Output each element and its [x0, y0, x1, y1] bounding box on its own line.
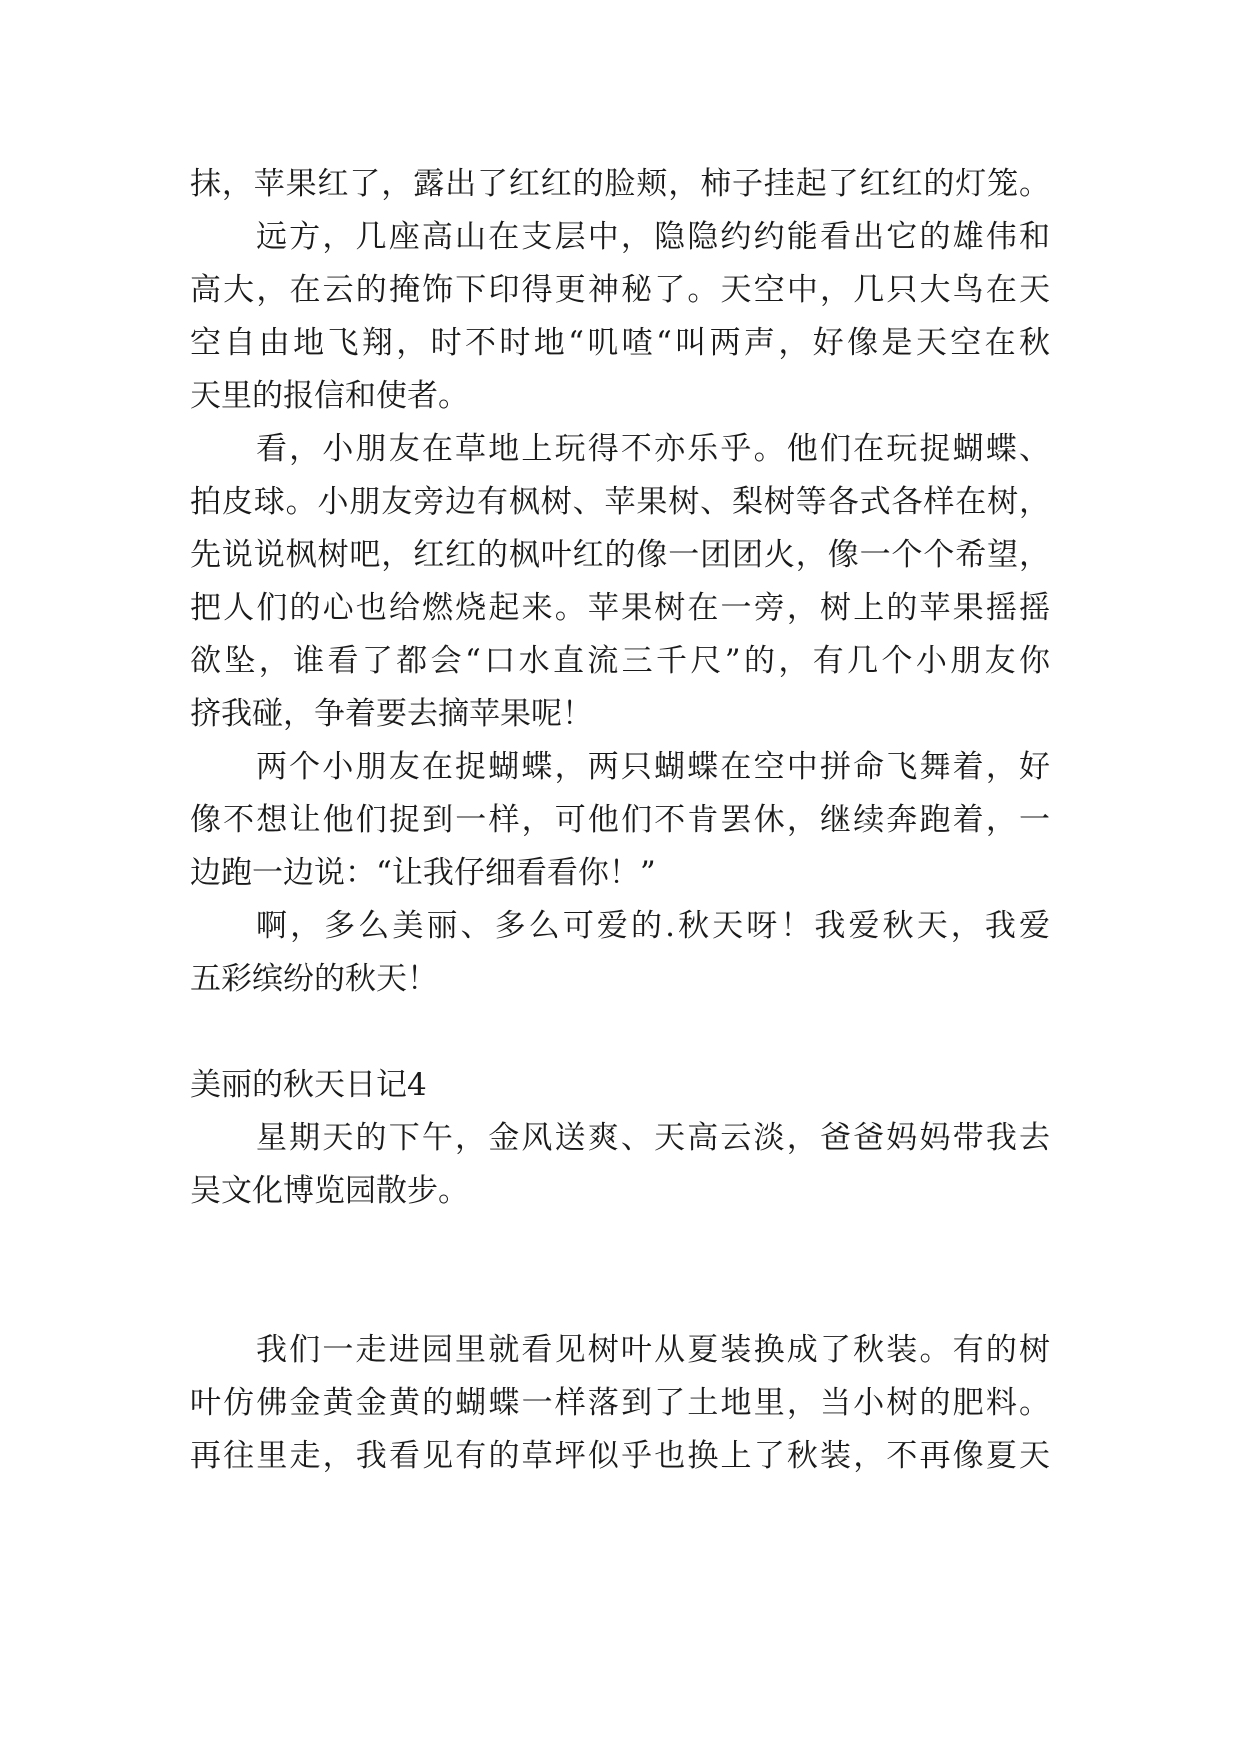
text-line: 抹，苹果红了，露出了红红的脸颊，柿子挂起了红红的灯笼。 — [190, 166, 1050, 202]
text-line: 高大，在云的掩饰下印得更神秘了。天空中，几只大鸟在天 — [190, 272, 1050, 308]
paragraph-start-line: 看，小朋友在草地上玩得不亦乐乎。他们在玩捉蝴蝶、 — [256, 431, 1050, 467]
paragraph-spacer — [190, 1006, 1050, 1059]
text-line: 像不想让他们捉到一样，可他们不肯罢休，继续奔跑着，一 — [190, 802, 1050, 838]
text-line: 欲坠，谁看了都会“口水直流三千尺”的，有几个小朋友你 — [190, 643, 1050, 679]
paragraph-start-line: 两个小朋友在捉蝴蝶，两只蝴蝶在空中拼命飞舞着，好 — [256, 749, 1050, 785]
paragraph-start-line: 星期天的下午，金风送爽、天高云淡，爸爸妈妈带我去 — [256, 1120, 1050, 1156]
text-line: 先说说枫树吧，红红的枫叶红的像一团团火，像一个个希望， — [190, 537, 1050, 573]
text-line: 叶仿佛金黄金黄的蝴蝶一样落到了土地里，当小树的肥料。 — [190, 1385, 1050, 1421]
text-line: 把人们的心也给燃烧起来。苹果树在一旁，树上的苹果摇摇 — [190, 590, 1050, 626]
text-line: 五彩缤纷的秋天！ — [190, 961, 438, 997]
paragraph-start-line: 远方，几座高山在支层中，隐隐约约能看出它的雄伟和 — [256, 219, 1050, 255]
section-heading: 美丽的秋天日记4 — [190, 1067, 427, 1103]
paragraph-start-line: 我们一走进园里就看见树叶从夏装换成了秋装。有的树 — [256, 1332, 1050, 1368]
text-line: 再往里走，我看见有的草坪似乎也换上了秋装，不再像夏天 — [190, 1438, 1050, 1474]
text-line: 挤我碰，争着要去摘苹果呢！ — [190, 696, 593, 732]
paragraph-start-line: 啊，多么美丽、多么可爱的.秋天呀！我爱秋天，我爱 — [256, 908, 1050, 944]
text-line: 边跑一边说：“让我仔细看看你！” — [190, 855, 656, 891]
text-line: 拍皮球。小朋友旁边有枫树、苹果树、梨树等各式各样在树， — [190, 484, 1050, 520]
document-body — [190, 158, 1050, 1483]
paragraph-spacer — [190, 1218, 1050, 1324]
text-line: 空自由地飞翔，时不时地“叽喳“叫两声，好像是天空在秋 — [190, 325, 1050, 361]
text-line: 天里的报信和使者。 — [190, 378, 469, 414]
text-line: 吴文化博览园散步。 — [190, 1173, 469, 1209]
